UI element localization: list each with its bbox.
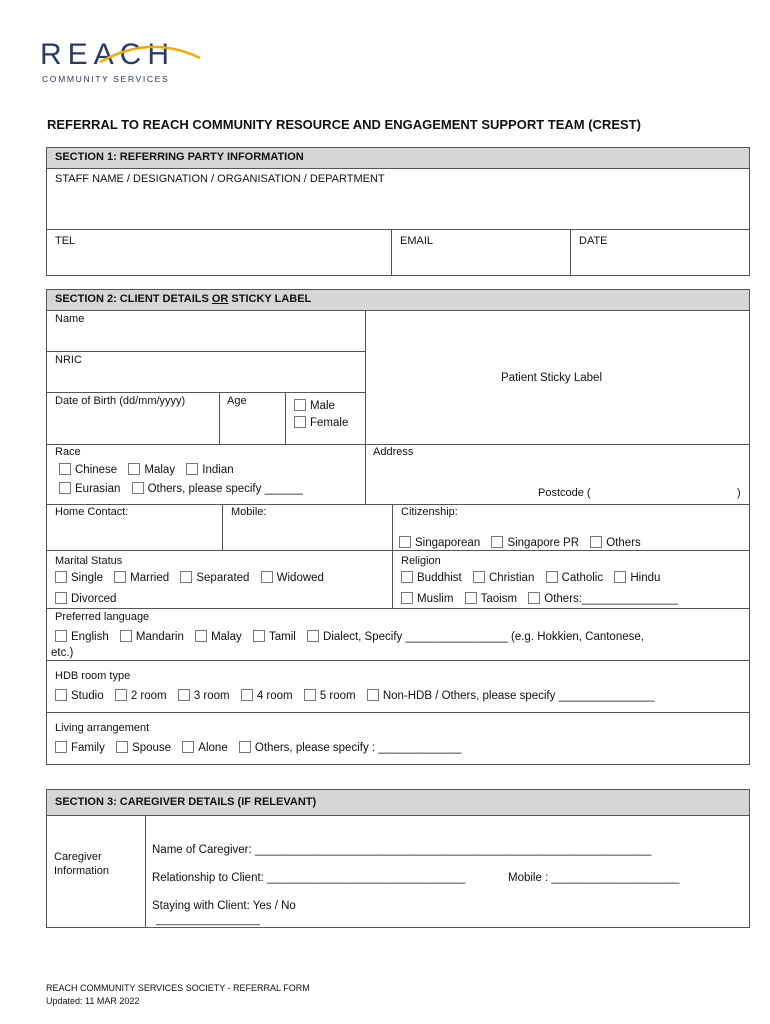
date-field[interactable]	[570, 229, 750, 276]
citizenship-label: Citizenship:	[401, 506, 458, 518]
religion-label: Religion	[401, 555, 441, 567]
buddhist-label: Buddhist	[417, 572, 462, 584]
section2-header	[46, 289, 750, 311]
muslim-label: Muslim	[417, 593, 454, 605]
lang-malay-label: Malay	[211, 631, 242, 643]
female-label: Female	[310, 417, 349, 429]
postcode-close: )	[737, 487, 741, 499]
race-others-label: Others, please specify ______	[147, 483, 303, 495]
english-checkbox[interactable]	[55, 630, 67, 642]
mandarin-label: Mandarin	[135, 631, 184, 643]
caregiver-staying-underline: _________________	[156, 914, 261, 926]
separated-label: Separated	[196, 572, 250, 584]
catholic-checkbox[interactable]	[546, 571, 558, 583]
language-etc: etc.)	[51, 647, 74, 659]
race-label: Race	[55, 446, 81, 458]
family-checkbox[interactable]	[55, 741, 67, 753]
hdb-cell	[46, 660, 750, 713]
age-label: Age	[227, 395, 247, 407]
singaporean-checkbox[interactable]	[399, 536, 411, 548]
section3-header: SECTION 3: CAREGIVER DETAILS (IF RELEVANT)	[46, 789, 750, 816]
sticky-label-text: Patient Sticky Label	[501, 372, 603, 384]
caregiver-mobile-line: Mobile : ____________________	[508, 872, 680, 884]
religion-cell	[392, 550, 750, 609]
email-label: EMAIL	[400, 235, 434, 247]
cit-others-checkbox[interactable]	[590, 536, 602, 548]
studio-label: Studio	[71, 690, 104, 702]
date-label: DATE	[579, 235, 608, 247]
spr-checkbox[interactable]	[491, 536, 503, 548]
nonhdb-checkbox[interactable]	[367, 689, 379, 701]
taoism-label: Taoism	[480, 593, 518, 605]
name-field[interactable]	[46, 310, 366, 352]
single-checkbox[interactable]	[55, 571, 67, 583]
widowed-label: Widowed	[276, 572, 324, 584]
malay-label: Malay	[144, 464, 176, 476]
nric-label: NRIC	[55, 354, 82, 366]
section2-header-post: STICKY LABEL	[228, 293, 312, 305]
room5-checkbox[interactable]	[304, 689, 316, 701]
married-checkbox[interactable]	[114, 571, 126, 583]
address-label: Address	[373, 446, 414, 458]
dob-label: Date of Birth (dd/mm/yyyy)	[55, 395, 186, 407]
religion-row2	[401, 592, 678, 605]
taoism-checkbox[interactable]	[465, 592, 477, 604]
buddhist-checkbox[interactable]	[401, 571, 413, 583]
section1-header: SECTION 1: REFERRING PARTY INFORMATION	[46, 147, 750, 169]
singaporean-label: Singaporean	[415, 537, 481, 549]
postcode-label: Postcode (	[538, 487, 591, 499]
hdb-label: HDB room type	[55, 670, 131, 682]
eurasian-checkbox[interactable]	[59, 482, 71, 494]
female-option[interactable]	[294, 416, 348, 429]
marital-cell	[46, 550, 393, 609]
home-contact-label: Home Contact:	[55, 506, 129, 518]
reach-logo	[40, 38, 200, 88]
separated-checkbox[interactable]	[180, 571, 192, 583]
caregiver-relationship-line: Relationship to Client: _______________________________	[152, 872, 466, 884]
rel-others-checkbox[interactable]	[528, 592, 540, 604]
marital-label: Marital Status	[55, 555, 123, 567]
form-title: REFERRAL TO REACH COMMUNITY RESOURCE AND ENGAGEMENT SUPPORT TEAM (CREST)	[47, 117, 641, 132]
indian-checkbox[interactable]	[186, 463, 198, 475]
dob-field[interactable]	[46, 392, 220, 445]
citizenship-cell	[392, 504, 750, 551]
email-field[interactable]	[391, 229, 571, 276]
single-label: Single	[71, 572, 103, 584]
male-option[interactable]	[294, 399, 335, 412]
catholic-label: Catholic	[561, 572, 604, 584]
family-label: Family	[71, 742, 105, 754]
section2-header-or: OR	[211, 293, 229, 305]
nric-field[interactable]	[46, 351, 366, 393]
english-label: English	[71, 631, 109, 643]
caregiver-label-1: Caregiver	[54, 851, 102, 863]
tamil-checkbox[interactable]	[253, 630, 265, 642]
cit-others-label: Others	[606, 537, 641, 549]
language-label: Preferred language	[55, 611, 150, 623]
address-field[interactable]	[365, 444, 750, 505]
muslim-checkbox[interactable]	[401, 592, 413, 604]
language-cell	[46, 608, 750, 661]
age-field[interactable]	[219, 392, 286, 445]
rel-others-label: Others:_______________	[544, 593, 678, 605]
logo-wordmark: REACH	[40, 38, 176, 71]
married-label: Married	[130, 572, 170, 584]
room4-label: 4 room	[256, 690, 293, 702]
race-others-checkbox[interactable]	[132, 482, 144, 494]
living-label: Living arrangement	[55, 722, 150, 734]
tamil-label: Tamil	[268, 631, 296, 643]
dialect-checkbox[interactable]	[307, 630, 319, 642]
marital-row1	[55, 571, 324, 584]
alone-checkbox[interactable]	[182, 741, 194, 753]
mobile-label: Mobile:	[231, 506, 267, 518]
hindu-checkbox[interactable]	[614, 571, 626, 583]
malay-checkbox[interactable]	[128, 463, 140, 475]
caregiver-label-cell	[46, 815, 146, 928]
hdb-options	[55, 689, 655, 702]
race-row2	[59, 482, 303, 495]
male-label: Male	[310, 400, 335, 412]
section2-header-pre: SECTION 2: CLIENT DETAILS	[55, 293, 212, 305]
widowed-checkbox[interactable]	[261, 571, 273, 583]
race-cell	[46, 444, 366, 505]
mobile-field[interactable]	[222, 504, 393, 551]
nonhdb-label: Non-HDB / Others, please specify _______________	[382, 690, 655, 702]
christian-label: Christian	[488, 572, 535, 584]
caregiver-details-cell[interactable]	[145, 815, 750, 928]
female-checkbox[interactable]	[294, 416, 306, 428]
chinese-checkbox[interactable]	[59, 463, 71, 475]
hindu-label: Hindu	[630, 572, 661, 584]
room5-label: 5 room	[319, 690, 356, 702]
home-contact-field[interactable]	[46, 504, 223, 551]
gender-cell	[285, 392, 366, 445]
race-row1	[59, 463, 234, 476]
tel-label: TEL	[55, 235, 76, 247]
eurasian-label: Eurasian	[75, 483, 121, 495]
footer-line1: REACH COMMUNITY SERVICES SOCIETY - REFERRAL FORM	[46, 983, 310, 993]
room3-label: 3 room	[193, 690, 230, 702]
room2-checkbox[interactable]	[115, 689, 127, 701]
caregiver-staying-line: Staying with Client: Yes / No	[152, 900, 296, 912]
living-others-label: Others, please specify : _____________	[254, 742, 462, 754]
logo-subtitle: COMMUNITY SERVICES	[42, 74, 170, 84]
spouse-label: Spouse	[132, 742, 172, 754]
alone-label: Alone	[198, 742, 228, 754]
logo-swoosh-icon	[95, 40, 205, 70]
staff-field[interactable]	[46, 168, 750, 230]
caregiver-label-2: Information	[54, 865, 110, 877]
language-options	[55, 630, 644, 643]
room3-checkbox[interactable]	[178, 689, 190, 701]
spouse-checkbox[interactable]	[116, 741, 128, 753]
living-cell	[46, 712, 750, 765]
mandarin-checkbox[interactable]	[120, 630, 132, 642]
lang-malay-checkbox[interactable]	[195, 630, 207, 642]
sticky-label-area[interactable]	[365, 310, 750, 445]
religion-row1	[401, 571, 660, 584]
caregiver-name-line: Name of Caregiver: ______________________________________________________________	[152, 844, 652, 856]
room2-label: 2 room	[130, 690, 167, 702]
room4-checkbox[interactable]	[241, 689, 253, 701]
citizenship-options	[399, 536, 641, 549]
dialect-label: Dialect, Specify ________________ (e.g. Hokkien, Cantonese,	[323, 631, 644, 643]
indian-label: Indian	[202, 464, 234, 476]
living-options	[55, 741, 461, 754]
footer-line2: Updated: 11 MAR 2022	[46, 996, 140, 1006]
male-checkbox[interactable]	[294, 399, 306, 411]
marital-row2	[55, 592, 116, 605]
tel-field[interactable]	[46, 229, 392, 276]
chinese-label: Chinese	[75, 464, 118, 476]
studio-checkbox[interactable]	[55, 689, 67, 701]
divorced-checkbox[interactable]	[55, 592, 67, 604]
living-others-checkbox[interactable]	[239, 741, 251, 753]
staff-label: STAFF NAME / DESIGNATION / ORGANISATION / DEPARTMENT	[55, 173, 385, 185]
divorced-label: Divorced	[71, 593, 117, 605]
name-label: Name	[55, 313, 85, 325]
spr-label: Singapore PR	[507, 537, 580, 549]
christian-checkbox[interactable]	[473, 571, 485, 583]
